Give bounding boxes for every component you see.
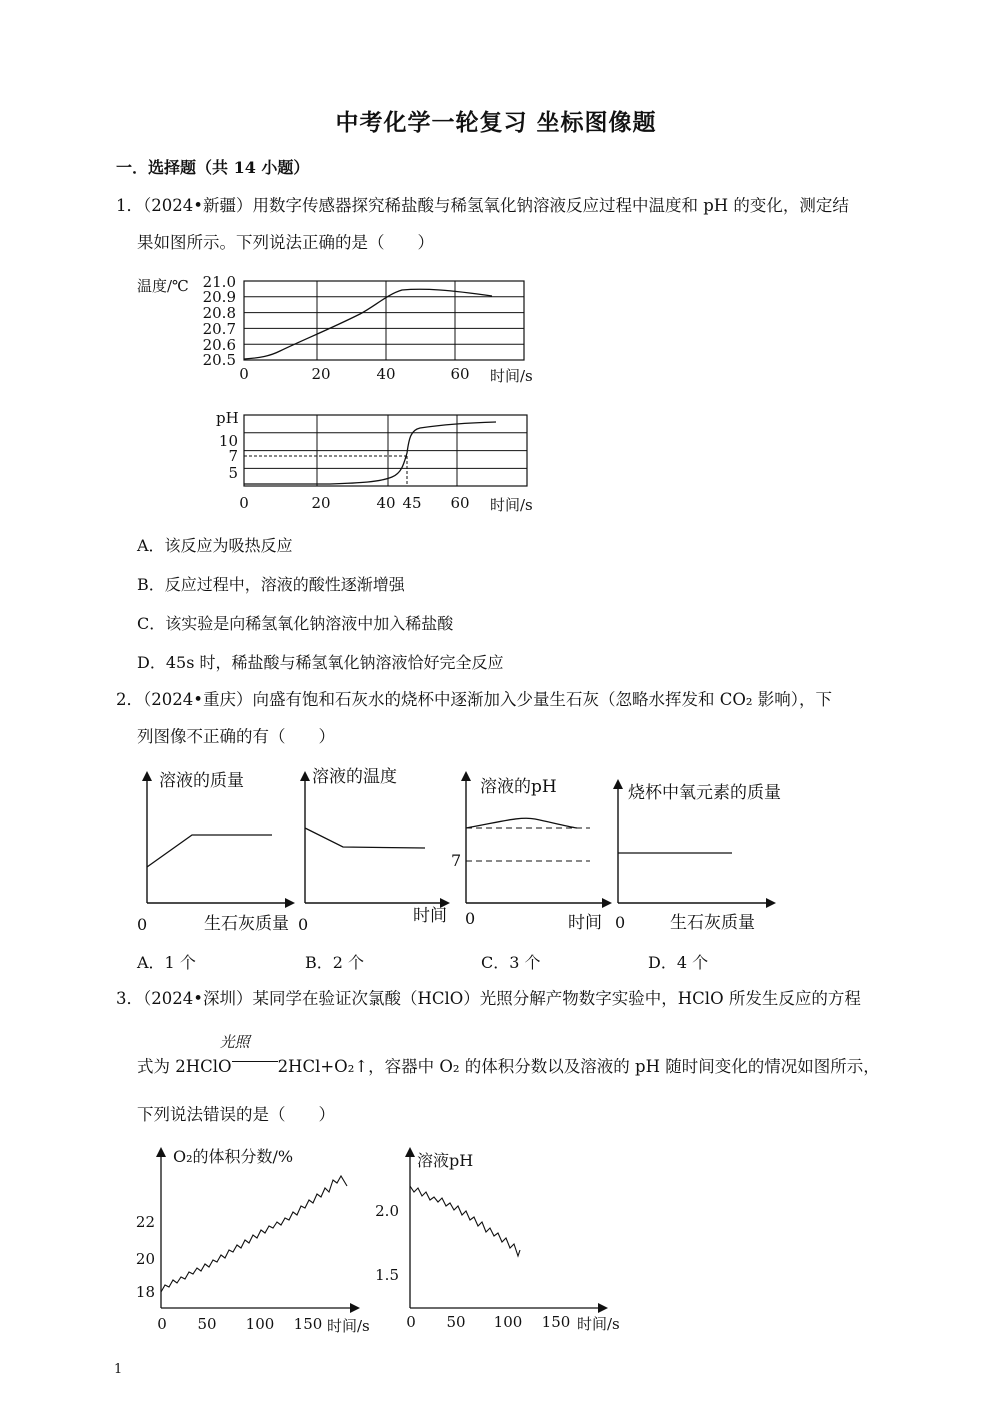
q1-stem-line2: 果如图所示。下列说法正确的是（ ） <box>137 233 434 252</box>
q1-temp-ylabel: 温度/℃ <box>137 277 189 295</box>
svg-text:时间/s: 时间/s <box>577 1315 620 1333</box>
q2-graph-1 <box>137 771 290 934</box>
svg-text:时间: 时间 <box>568 913 602 933</box>
svg-text:烧杯中氧元素的质量: 烧杯中氧元素的质量 <box>628 783 781 803</box>
q2-stem-line1: 2．（2024•重庆）向盛有饱和石灰水的烧杯中逐渐加入少量生石灰（忽略水挥发和 CO₂ 影响），下 <box>116 690 832 709</box>
q3-eq-arrow <box>219 1033 278 1072</box>
q3-eq-condition: 光照 <box>219 1033 250 1051</box>
svg-text:100: 100 <box>493 1313 523 1331</box>
svg-text:5: 5 <box>228 464 238 482</box>
svg-text:0: 0 <box>406 1313 416 1331</box>
svg-text:20.7: 20.7 <box>202 320 236 338</box>
svg-text:0: 0 <box>298 915 309 934</box>
svg-text:pH: pH <box>216 409 239 427</box>
q2-graph-3 <box>451 776 607 933</box>
q2-option-d: D．4 个 <box>648 953 709 972</box>
q3-equation-line <box>137 1033 880 1077</box>
q1-stem-line1: 1．（2024•新疆）用数字传感器探究稀盐酸与稀氢氧化钠溶液反应过程中温度和 pH 的变化，测定结 <box>116 196 849 215</box>
svg-text:溶液的温度: 溶液的温度 <box>312 767 397 787</box>
q1-option-d: D．45s 时，稀盐酸与稀氢氧化钠溶液恰好完全反应 <box>137 653 504 672</box>
svg-text:150: 150 <box>541 1313 571 1331</box>
svg-text:20.9: 20.9 <box>202 288 236 306</box>
svg-text:2.0: 2.0 <box>375 1202 399 1220</box>
q3-o2-graph <box>136 1147 370 1335</box>
q2-graph-4 <box>615 783 781 933</box>
svg-text:0: 0 <box>239 494 249 512</box>
section-heading: 一．选择题（共 14 小题） <box>116 158 310 177</box>
svg-text:100: 100 <box>245 1315 275 1333</box>
svg-text:50: 50 <box>446 1313 466 1331</box>
page-title: 中考化学一轮复习 坐标图像题 <box>335 109 657 136</box>
svg-text:22: 22 <box>135 1213 155 1231</box>
svg-text:0: 0 <box>239 365 249 383</box>
q3-stem-line3: 下列说法错误的是（ ） <box>137 1105 335 1124</box>
svg-text:20: 20 <box>311 494 331 512</box>
svg-text:20.6: 20.6 <box>202 336 236 354</box>
svg-text:20: 20 <box>135 1250 155 1268</box>
svg-text:1.5: 1.5 <box>375 1266 399 1284</box>
svg-text:10: 10 <box>218 432 238 450</box>
q3-eq-prefix: 式为 2HClO <box>137 1057 232 1076</box>
svg-text:20.5: 20.5 <box>202 351 236 369</box>
svg-text:20.8: 20.8 <box>202 304 236 322</box>
q1-option-c: C．该实验是向稀氢氧化钠溶液中加入稀盐酸 <box>137 614 454 633</box>
q2-option-b: B．2 个 <box>305 953 365 972</box>
svg-text:7: 7 <box>451 851 462 870</box>
svg-text:60: 60 <box>450 365 470 383</box>
svg-text:40: 40 <box>376 494 396 512</box>
q1-temp-graph <box>137 273 533 385</box>
svg-text:时间/s: 时间/s <box>490 496 533 514</box>
svg-text:45: 45 <box>402 494 422 512</box>
svg-text:18: 18 <box>135 1283 155 1301</box>
q2-option-c: C．3 个 <box>481 953 541 972</box>
svg-text:时间/s: 时间/s <box>327 1317 370 1335</box>
svg-text:O₂的体积分数/%: O₂的体积分数/% <box>173 1147 294 1166</box>
svg-text:时间: 时间 <box>413 906 447 926</box>
svg-text:0: 0 <box>465 909 476 928</box>
svg-text:40: 40 <box>376 365 396 383</box>
q1-option-a: A．该反应为吸热反应 <box>137 536 293 555</box>
svg-text:20: 20 <box>311 365 331 383</box>
q3-stem-line1: 3．（2024•深圳）某同学在验证次氯酸（HClO）光照分解产物数字实验中，HClO 所发生反应的方程 <box>116 989 861 1008</box>
svg-text:生石灰质量: 生石灰质量 <box>204 914 289 934</box>
svg-text:7: 7 <box>228 447 238 465</box>
q1-figure <box>130 268 550 518</box>
svg-text:0: 0 <box>137 915 148 934</box>
q3-figure <box>125 1140 645 1340</box>
svg-text:21.0: 21.0 <box>202 273 236 291</box>
q2-figure <box>125 762 795 942</box>
svg-text:60: 60 <box>450 494 470 512</box>
q3-eq-suffix: 2HCl+O₂↑，容器中 O₂ 的体积分数以及溶液的 pH 随时间变化的情况如图所示， <box>277 1057 880 1076</box>
svg-text:时间/s: 时间/s <box>490 367 533 385</box>
q2-graph-2 <box>298 767 447 934</box>
q2-option-a: A．1 个 <box>137 953 196 972</box>
svg-text:溶液pH: 溶液pH <box>417 1151 474 1170</box>
svg-text:生石灰质量: 生石灰质量 <box>670 913 755 933</box>
svg-text:0: 0 <box>157 1315 167 1333</box>
svg-text:0: 0 <box>615 913 626 932</box>
svg-text:50: 50 <box>197 1315 217 1333</box>
q2-stem-line2: 列图像不正确的有（ ） <box>137 727 335 746</box>
svg-text:150: 150 <box>293 1315 323 1333</box>
q1-option-b: B．反应过程中，溶液的酸性逐渐增强 <box>137 575 405 594</box>
svg-text:溶液的pH: 溶液的pH <box>480 777 557 797</box>
page-number: 1 <box>114 1362 123 1377</box>
svg-text:溶液的质量: 溶液的质量 <box>159 771 244 791</box>
q3-ph-graph <box>375 1151 620 1333</box>
q1-ph-graph <box>216 409 533 514</box>
